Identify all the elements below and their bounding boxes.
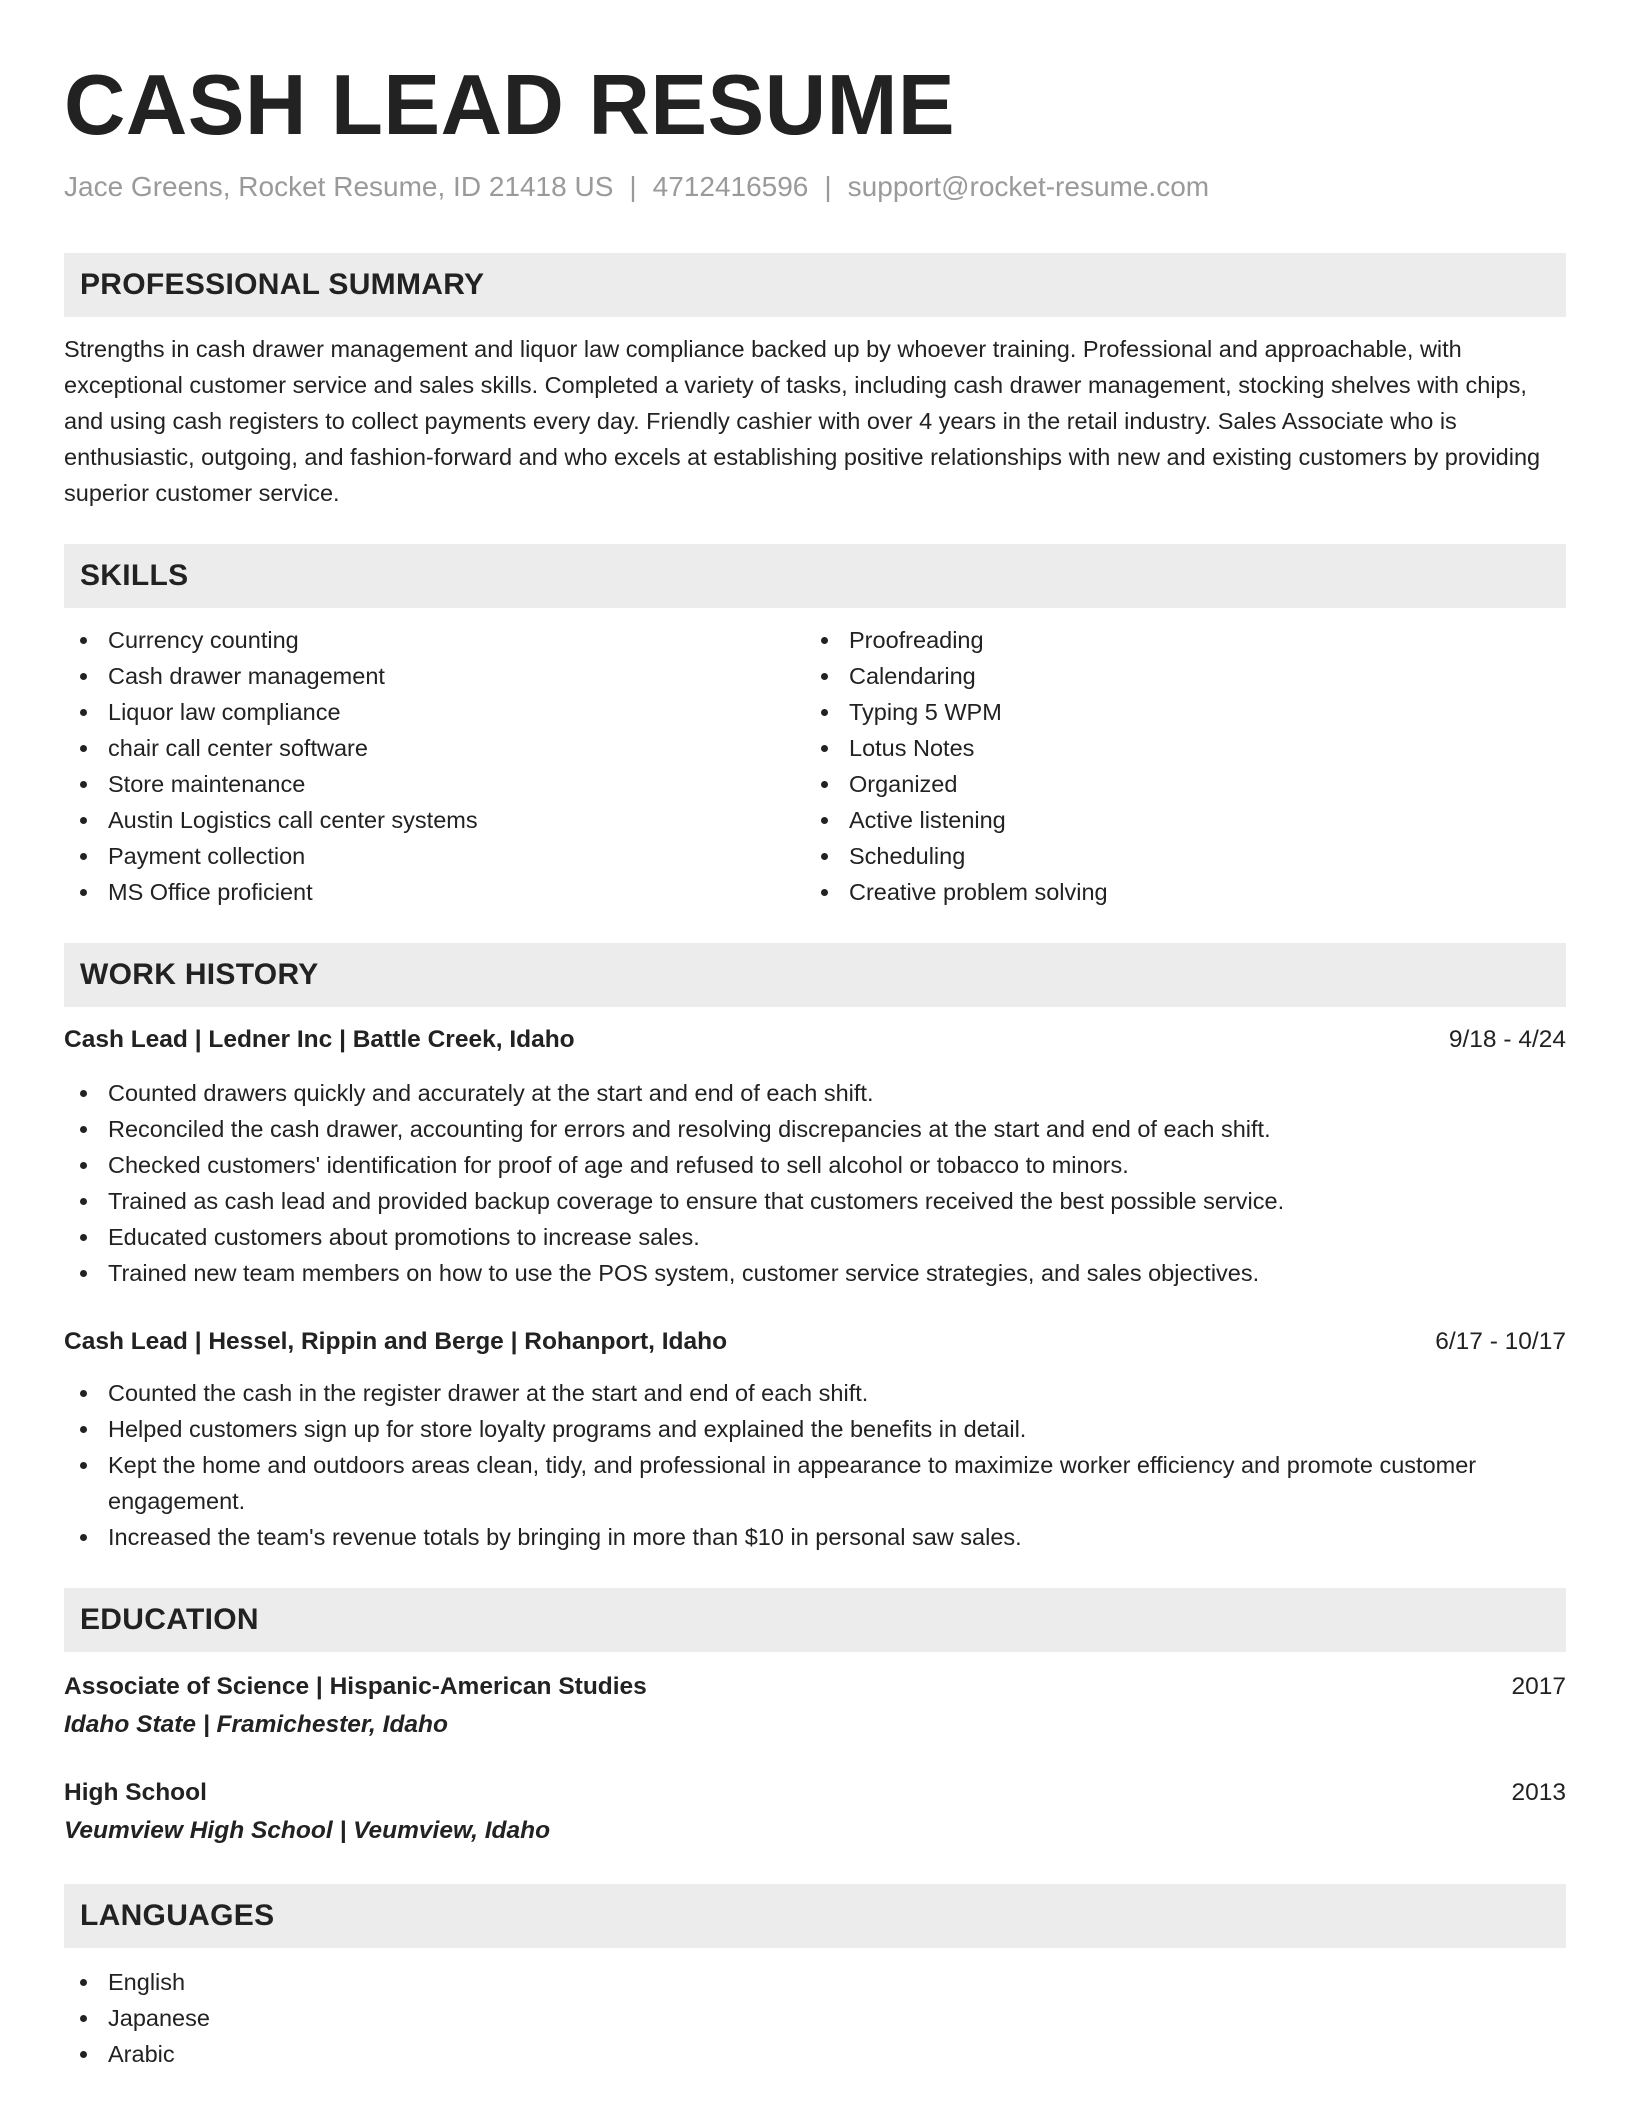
- skill-item: Cash drawer management: [64, 658, 805, 694]
- job-dates: 6/17 - 10/17: [1435, 1328, 1566, 1355]
- education-year: 2013: [1511, 1779, 1566, 1806]
- education-school: Idaho State | Framichester, Idaho: [64, 1711, 448, 1738]
- job-bullet: Increased the team's revenue totals by bringing in more than $10 in personal saw sales.: [64, 1519, 1566, 1555]
- skill-item: MS Office proficient: [64, 874, 805, 910]
- contact-address: Jace Greens, Rocket Resume, ID 21418 US: [64, 171, 614, 202]
- skill-item: Austin Logistics call center systems: [64, 802, 805, 838]
- skill-item: Proofreading: [805, 622, 1546, 658]
- education-header: [64, 1776, 1566, 1810]
- skill-item: Scheduling: [805, 838, 1546, 874]
- job-bullet: Checked customers' identification for proof of age and refused to sell alcohol or tobacco to minors.: [64, 1147, 1566, 1183]
- contact-phone: 4712416596: [652, 171, 809, 202]
- job-dates: 9/18 - 4/24: [1448, 1026, 1566, 1053]
- job-title: Cash Lead | Hessel, Rippin and Berge | Rohanport, Idaho: [64, 1328, 728, 1355]
- section-header-work-history: WORK HISTORY: [64, 943, 1566, 1007]
- section-header-summary: PROFESSIONAL SUMMARY: [64, 253, 1566, 317]
- resume-page: [64, 0, 1566, 2072]
- job-bullet: Counted the cash in the register drawer at the start and end of each shift.: [64, 1375, 1566, 1411]
- skills-column-right: [805, 622, 1546, 910]
- skill-item: chair call center software: [64, 730, 805, 766]
- job-bullet: Educated customers about promotions to increase sales.: [64, 1219, 1566, 1255]
- skill-item: Store maintenance: [64, 766, 805, 802]
- contact-separator: |: [824, 171, 832, 202]
- contact-separator: |: [629, 171, 637, 202]
- education-school: Veumview High School | Veumview, Idaho: [64, 1817, 551, 1844]
- education-degree: Associate of Science | Hispanic-American Studies: [64, 1673, 647, 1700]
- language-item: English: [64, 1964, 1566, 2000]
- summary-text: Strengths in cash drawer management and liquor law compliance backed up by whoever training. Professional and approachable, with exceptional customer service and sales skills. Completed a variety of tasks, including cash drawer management, stocking shelves with chips, and using cash registers to collect payments every day. Friendly cashier with over 4 years in the retail industry. Sales Associate who is enthusiastic, outgoing, and fashion-forward and who excels at establishing positive relationships with new and existing customers by providing superior customer service.: [64, 336, 1541, 506]
- skill-item: Calendaring: [805, 658, 1546, 694]
- skill-item: Typing 5 WPM: [805, 694, 1546, 730]
- skill-item: Liquor law compliance: [64, 694, 805, 730]
- resume-title: CASH LEAD RESUME: [64, 58, 956, 153]
- contact-line: [64, 170, 1566, 204]
- section-header-skills: SKILLS: [64, 544, 1566, 608]
- skill-item: Payment collection: [64, 838, 805, 874]
- job-bullet: Kept the home and outdoors areas clean, tidy, and professional in appearance to maximize worker efficiency and promote customer engagement.: [64, 1447, 1566, 1519]
- education-degree: High School: [64, 1779, 207, 1806]
- education-year: 2017: [1511, 1673, 1566, 1700]
- languages-list: [64, 1964, 1566, 2072]
- job-bullet: Trained as cash lead and provided backup coverage to ensure that customers received the best possible service.: [64, 1183, 1566, 1219]
- education-entry: [64, 1776, 1566, 1848]
- skill-item: Currency counting: [64, 622, 805, 658]
- language-item: Japanese: [64, 2000, 1566, 2036]
- job-title: Cash Lead | Ledner Inc | Battle Creek, Idaho: [64, 1026, 575, 1053]
- skills-column-left: [64, 622, 805, 910]
- education-entry: [64, 1670, 1566, 1742]
- job-bullets: [64, 1075, 1566, 1291]
- language-item: Arabic: [64, 2036, 1566, 2072]
- job-bullet: Counted drawers quickly and accurately at the start and end of each shift.: [64, 1075, 1566, 1111]
- job-bullet: Reconciled the cash drawer, accounting for errors and resolving discrepancies at the start and end of each shift.: [64, 1111, 1566, 1147]
- job-header: [64, 1325, 1566, 1359]
- skills-list: [64, 622, 1566, 910]
- skill-item: Organized: [805, 766, 1546, 802]
- job-bullet: Trained new team members on how to use the POS system, customer service strategies, and sales objectives.: [64, 1255, 1566, 1291]
- job-entry: [64, 1023, 1566, 1291]
- skill-item: Active listening: [805, 802, 1546, 838]
- job-entry: [64, 1325, 1566, 1555]
- skill-item: Lotus Notes: [805, 730, 1546, 766]
- section-header-education: EDUCATION: [64, 1588, 1566, 1652]
- education-header: [64, 1670, 1566, 1704]
- job-bullet: Helped customers sign up for store loyalty programs and explained the benefits in detail.: [64, 1411, 1566, 1447]
- skill-item: Creative problem solving: [805, 874, 1546, 910]
- job-bullets: [64, 1375, 1566, 1555]
- contact-email: support@rocket-resume.com: [847, 171, 1210, 202]
- section-header-languages: LANGUAGES: [64, 1884, 1566, 1948]
- job-header: [64, 1023, 1566, 1057]
